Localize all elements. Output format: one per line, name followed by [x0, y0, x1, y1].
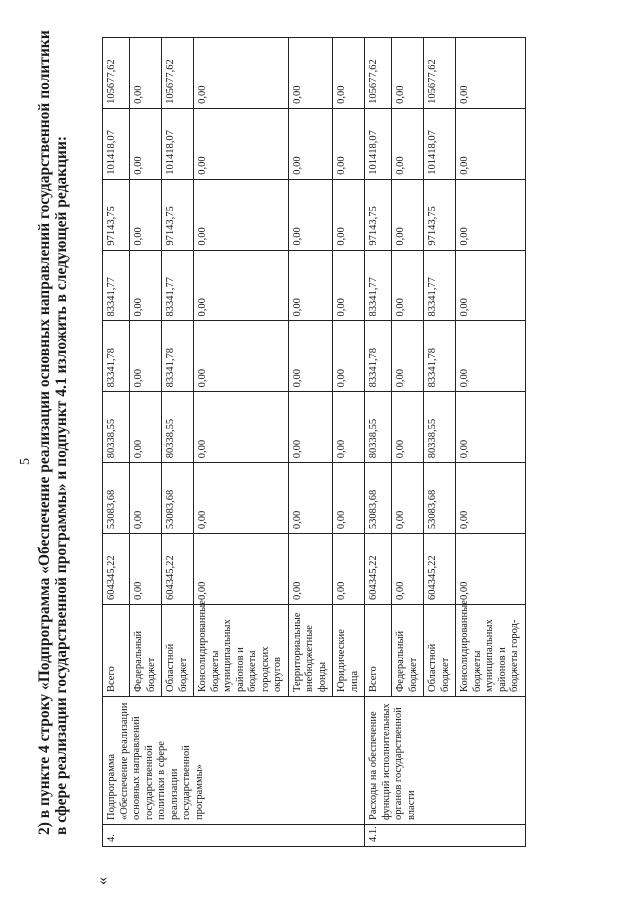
amount-cell: 0,00: [333, 108, 365, 179]
amount-cell: 0,00: [130, 108, 162, 179]
amount-cell: 0,00: [392, 392, 424, 463]
amount-cell: 0,00: [194, 392, 289, 463]
amount-cell: 0,00: [456, 179, 526, 250]
amount-cell: 0,00: [194, 250, 289, 321]
amount-cell: 604345,22: [365, 534, 392, 605]
amount-cell: 604345,22: [424, 534, 456, 605]
amount-cell: 83341,77: [162, 250, 194, 321]
amount-cell: 53083,68: [103, 463, 130, 534]
amount-cell: 0,00: [288, 250, 333, 321]
funding-table: [102, 37, 526, 847]
amount-cell: 101418,07: [424, 108, 456, 179]
amount-cell: 105677,62: [365, 38, 392, 109]
amount-cell: 105677,62: [424, 38, 456, 109]
amount-cell: 0,00: [130, 392, 162, 463]
amount-cell: 0,00: [194, 38, 289, 109]
amount-cell: 0,00: [194, 534, 289, 605]
amount-cell: 0,00: [456, 392, 526, 463]
amount-cell: 0,00: [130, 463, 162, 534]
funding-source-cell: Областной бюджет: [424, 605, 456, 697]
amount-cell: 0,00: [392, 534, 424, 605]
amount-cell: 0,00: [288, 534, 333, 605]
amount-cell: 0,00: [288, 38, 333, 109]
amount-cell: 0,00: [288, 321, 333, 392]
amount-cell: 83341,77: [424, 250, 456, 321]
amount-cell: 0,00: [130, 321, 162, 392]
amount-cell: 0,00: [392, 463, 424, 534]
amount-cell: 53083,68: [365, 463, 392, 534]
amount-cell: 0,00: [392, 38, 424, 109]
funding-source-cell: Юридические лица: [333, 605, 365, 697]
funding-source-cell: Консолидированные бюджеты муниципальных районов и бюджеты город-: [456, 605, 526, 697]
amount-cell: 0,00: [456, 463, 526, 534]
amount-cell: 97143,75: [103, 179, 130, 250]
program-name-cell: Подпрограмма «Обеспечение реализации основных направлений государственной политики в сфере реализации государственной программы»: [103, 697, 365, 825]
amount-cell: 80338,55: [365, 392, 392, 463]
amount-cell: 0,00: [392, 108, 424, 179]
amount-cell: 105677,62: [162, 38, 194, 109]
table-row: [103, 38, 130, 847]
amount-cell: 0,00: [392, 179, 424, 250]
amount-cell: 83341,78: [424, 321, 456, 392]
amount-cell: 101418,07: [162, 108, 194, 179]
amount-cell: 0,00: [130, 250, 162, 321]
amount-cell: 83341,78: [162, 321, 194, 392]
heading-line-1: 2) в пункте 4 строку «Подпрограмма «Обеспечение реализации основных направлений государственной политики: [36, 30, 53, 835]
amount-cell: 83341,78: [365, 321, 392, 392]
amount-cell: 0,00: [392, 321, 424, 392]
amount-cell: 0,00: [456, 534, 526, 605]
amount-cell: 604345,22: [103, 534, 130, 605]
amendment-heading: [36, 15, 70, 835]
amount-cell: 0,00: [333, 392, 365, 463]
amount-cell: 53083,68: [162, 463, 194, 534]
amount-cell: 97143,75: [162, 179, 194, 250]
amount-cell: 0,00: [333, 321, 365, 392]
amount-cell: 0,00: [456, 250, 526, 321]
amount-cell: 97143,75: [365, 179, 392, 250]
amount-cell: 0,00: [288, 392, 333, 463]
amount-cell: 97143,75: [424, 179, 456, 250]
amount-cell: 83341,77: [365, 250, 392, 321]
amount-cell: 0,00: [130, 179, 162, 250]
amount-cell: 0,00: [194, 179, 289, 250]
amount-cell: 0,00: [130, 38, 162, 109]
amount-cell: 0,00: [288, 179, 333, 250]
amount-cell: 83341,77: [103, 250, 130, 321]
funding-source-cell: Всего: [103, 605, 130, 697]
row-number-cell: 4.1.: [365, 825, 526, 847]
funding-source-cell: Территориальные внебюджетные фонды: [288, 605, 333, 697]
amount-cell: 80338,55: [103, 392, 130, 463]
funding-source-cell: Всего: [365, 605, 392, 697]
amount-cell: 101418,07: [365, 108, 392, 179]
amount-cell: 53083,68: [424, 463, 456, 534]
amount-cell: 80338,55: [162, 392, 194, 463]
amount-cell: 0,00: [288, 108, 333, 179]
amount-cell: 0,00: [333, 534, 365, 605]
amount-cell: 0,00: [333, 38, 365, 109]
amount-cell: 0,00: [333, 463, 365, 534]
amount-cell: 0,00: [456, 38, 526, 109]
funding-source-cell: Областной бюджет: [162, 605, 194, 697]
amount-cell: 0,00: [288, 463, 333, 534]
funding-table-body: [103, 38, 526, 847]
page-number: 5: [18, 458, 33, 465]
amount-cell: 83341,78: [103, 321, 130, 392]
amount-cell: 0,00: [456, 321, 526, 392]
amount-cell: 0,00: [333, 179, 365, 250]
amount-cell: 80338,55: [424, 392, 456, 463]
row-number-cell: 4.: [103, 825, 365, 847]
table-row: [365, 38, 392, 847]
amount-cell: 101418,07: [103, 108, 130, 179]
amount-cell: 604345,22: [162, 534, 194, 605]
amount-cell: 0,00: [130, 534, 162, 605]
amount-cell: 105677,62: [103, 38, 130, 109]
amount-cell: 0,00: [194, 108, 289, 179]
funding-source-cell: Федеральный бюджет: [130, 605, 162, 697]
amount-cell: 0,00: [194, 463, 289, 534]
amount-cell: 0,00: [392, 250, 424, 321]
amount-cell: 0,00: [333, 250, 365, 321]
funding-source-cell: Федеральный бюджет: [392, 605, 424, 697]
open-quote: «: [94, 877, 111, 885]
amount-cell: 0,00: [194, 321, 289, 392]
funding-source-cell: Консолидированные бюджеты муниципальных районов и бюджеты городских округов: [194, 605, 289, 697]
heading-line-2: в сфере реализации государственной программы» и подпункт 4.1 изложить в следующей редакции:: [53, 135, 70, 835]
amount-cell: 0,00: [456, 108, 526, 179]
program-name-cell: Расходы на обеспечение функций исполнительных органов государственной власти: [365, 697, 526, 825]
